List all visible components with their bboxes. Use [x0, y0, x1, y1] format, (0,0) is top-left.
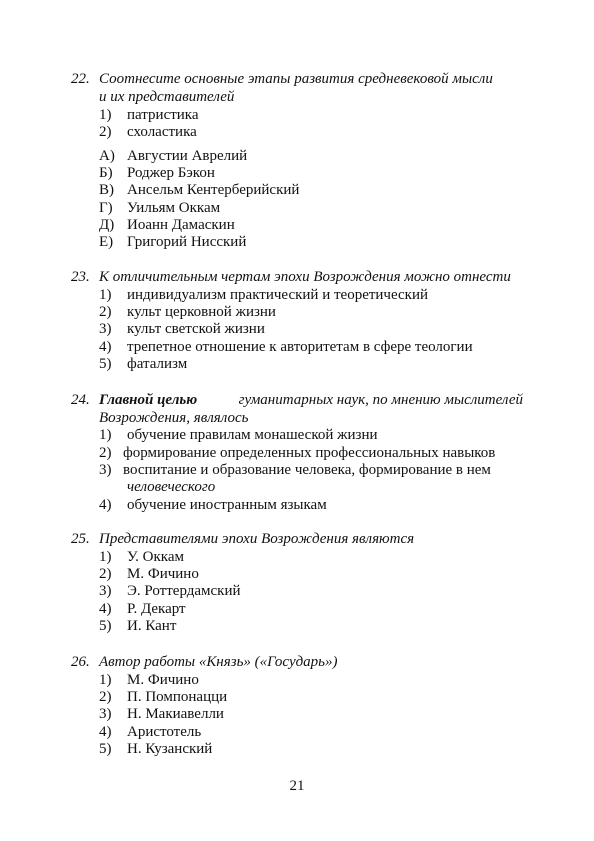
option-item: 1) М. Фичино	[99, 672, 199, 688]
option-item: 4) трепетное отношение к авторитетам в сфере теологии	[99, 339, 473, 355]
question-text: Представителями эпохи Возрождения являются	[99, 531, 415, 547]
option-item: 1) обучение правилам монашеской жизни	[99, 427, 378, 443]
option-item: 3) Н. Макиавелли	[99, 706, 224, 722]
option-item: 4) Р. Декарт	[99, 601, 186, 617]
option-item: 1) индивидуализм практический и теоретический	[99, 287, 429, 303]
question-text: Соотнесите основные этапы развития средневековой мысли и их представителей	[99, 71, 493, 105]
question-number: 24.	[71, 392, 90, 408]
option-item: 3) Э. Роттердамский	[99, 583, 241, 599]
option-item: 1) патристика	[99, 107, 199, 123]
option-item: 2) П. Помпонацци	[99, 689, 228, 705]
option-item: 5) И. Кант	[99, 618, 177, 634]
option-item: 4) обучение иностранным языкам	[99, 497, 327, 513]
option-item: 5) Н. Кузанский	[99, 741, 213, 757]
question-number: 23.	[71, 269, 90, 285]
option-item: 2) культ церковной жизни	[99, 304, 276, 320]
question-number: 25.	[71, 531, 90, 547]
option-item: 1) У. Оккам	[99, 549, 185, 565]
question-emphasis: Главной целью	[99, 392, 198, 408]
question-text: Автор работы «Князь» («Государь»)	[99, 654, 338, 670]
match-item: Б) Роджер Бэкон	[99, 165, 215, 181]
question-text: Главной целью гуманитарных наук, по мнению мыслителей Возрождения, являлось	[99, 392, 523, 426]
option-item: 2) М. Фичино	[99, 566, 199, 582]
option-item: 2) схоластика	[99, 124, 197, 140]
option-continuation: человеческого	[127, 479, 216, 495]
option-item: 5) фатализм	[99, 356, 188, 372]
option-item: 3) культ светской жизни	[99, 321, 265, 337]
match-item: В) Ансельм Кентерберийский	[99, 182, 300, 198]
match-item: Е) Григорий Нисский	[99, 234, 247, 250]
option-item: 4) Аристотель	[99, 724, 202, 740]
option-item: 2) формирование определенных профессиональных навыков	[99, 445, 496, 461]
page-number: 21	[289, 778, 305, 794]
option-item: 3) воспитание и образование человека, формирование в нем	[99, 462, 491, 478]
match-item: Д) Иоанн Дамаскин	[99, 217, 235, 233]
match-item: Г) Уильям Оккам	[99, 200, 221, 216]
question-number: 26.	[71, 654, 90, 670]
question-number: 22.	[71, 71, 90, 87]
match-item: А) Августии Аврелий	[99, 148, 248, 164]
question-text: К отличительным чертам эпохи Возрождения можно отнести	[99, 269, 511, 285]
